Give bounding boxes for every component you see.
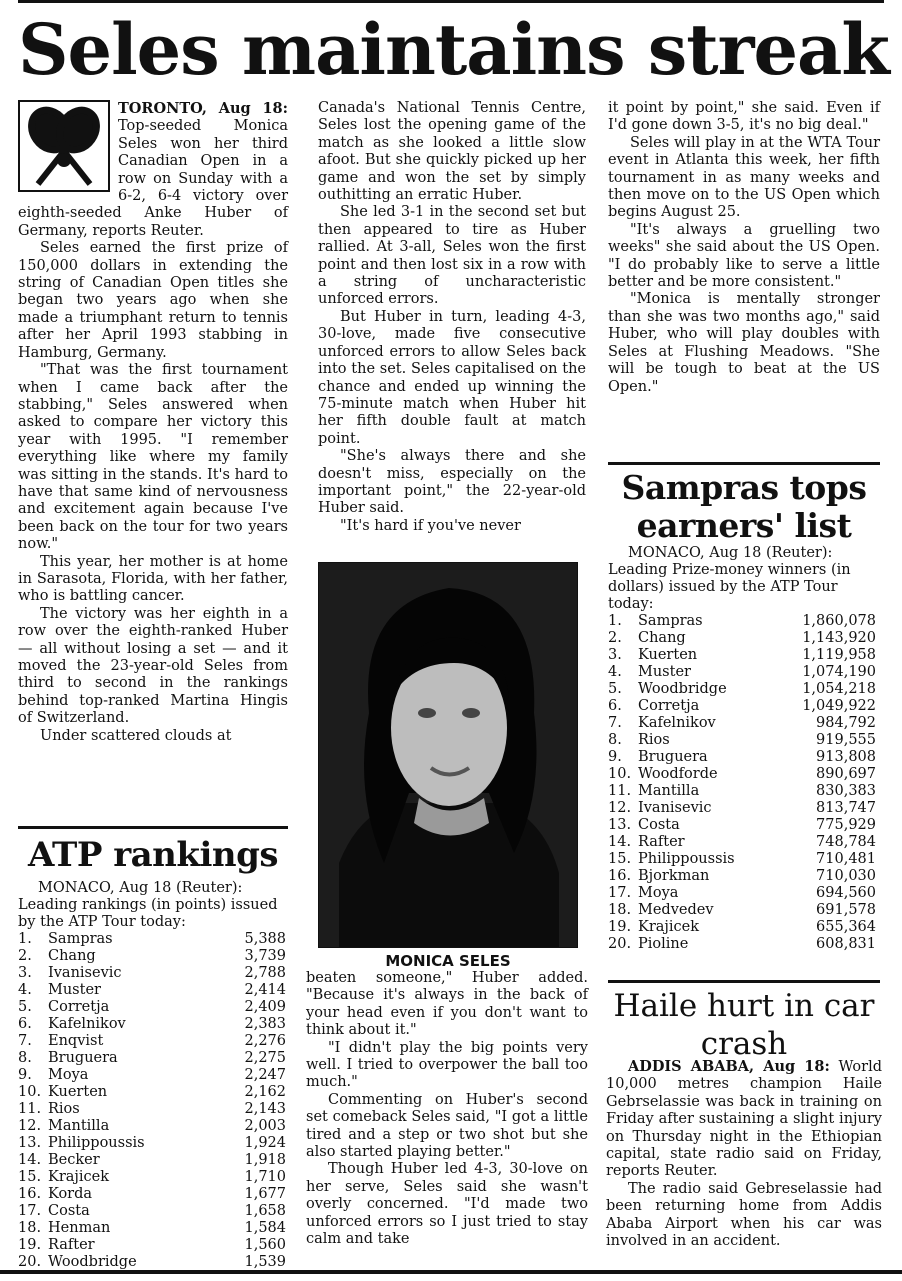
prize-money-row xyxy=(608,936,876,953)
row-value: 813,747 xyxy=(816,800,876,816)
main-story-column-2-continued xyxy=(306,970,588,1249)
atp-ranking-row xyxy=(18,1220,286,1237)
main-story-column-3 xyxy=(608,100,880,396)
atp-intro-dateline: MONACO, Aug 18 (Reuter): xyxy=(38,880,243,896)
haile-heading: Haile hurt in car crash xyxy=(608,980,880,1063)
row-rank: 15. xyxy=(608,851,632,867)
row-value: 775,929 xyxy=(816,817,876,833)
row-value: 2,788 xyxy=(244,965,286,981)
row-player-name: Moya xyxy=(48,1067,89,1083)
atp-ranking-row xyxy=(18,1186,286,1203)
photo-caption: MONICA SELES xyxy=(385,952,511,970)
prize-intro-dateline: MONACO, Aug 18 (Reuter): xyxy=(628,545,833,561)
prize-money-row xyxy=(608,800,876,817)
atp-ranking-row xyxy=(18,1050,286,1067)
row-value: 2,003 xyxy=(244,1118,286,1134)
row-value: 710,481 xyxy=(816,851,876,867)
row-value: 1,710 xyxy=(244,1169,286,1185)
row-rank: 16. xyxy=(608,868,632,884)
row-rank: 14. xyxy=(18,1152,42,1168)
haile-paragraph-1: World 10,000 metres champion Haile Gebrselassie was back in training on Friday after sustaining a slight injury on Thursday night in the Ethiopian capital, state radio said on Friday, reports Reuter. xyxy=(606,1059,882,1180)
row-rank: 12. xyxy=(18,1118,42,1134)
top-rule xyxy=(18,0,884,3)
atp-ranking-row xyxy=(18,1152,286,1169)
row-player-name: Muster xyxy=(48,982,101,998)
atp-ranking-row xyxy=(18,948,286,965)
main-paragraph: But Huber in turn, leading 4-3, 30-love, made five consecutive unforced errors to allow Seles back into the set. Seles capitalised on the chance and ended up winning the 75-minute match when Huber hit her fifth double fault at match point. xyxy=(318,308,586,447)
prize-money-row xyxy=(608,698,876,715)
row-value: 1,143,920 xyxy=(802,630,876,646)
prize-money-row xyxy=(608,834,876,851)
row-rank: 5. xyxy=(18,999,32,1015)
row-rank: 6. xyxy=(608,698,622,714)
row-value: 2,383 xyxy=(244,1016,286,1032)
row-player-name: Mantilla xyxy=(638,783,700,799)
row-value: 2,162 xyxy=(244,1084,286,1100)
atp-ranking-row xyxy=(18,1135,286,1152)
row-player-name: Sampras xyxy=(48,931,113,947)
row-player-name: Becker xyxy=(48,1152,100,1168)
main-lead: Top-seeded Monica Seles won her third Canadian Open in a row on Sunday with a 6-2, 6-4 victory over eighth-seeded Anke Huber of Germany, reports Reuter. xyxy=(18,118,288,239)
row-value: 2,247 xyxy=(244,1067,286,1083)
row-rank: 18. xyxy=(608,902,632,918)
prize-money-row xyxy=(608,885,876,902)
row-rank: 17. xyxy=(608,885,632,901)
main-story-column-2 xyxy=(318,100,586,535)
atp-rankings-heading: ATP rankings xyxy=(18,826,288,881)
row-rank: 10. xyxy=(608,766,632,782)
row-player-name: Woodbridge xyxy=(48,1254,137,1270)
main-paragraph: "It's hard if you've never xyxy=(340,517,521,534)
row-player-name: Krajicek xyxy=(638,919,700,935)
main-paragraph: Commenting on Huber's second set comeback Seles said, "I got a little tired and a step or two shot but she also started playing better." xyxy=(306,1091,588,1161)
atp-ranking-row xyxy=(18,1016,286,1033)
main-headline: Seles maintains streak xyxy=(18,8,889,91)
row-value: 1,074,190 xyxy=(802,664,876,680)
main-paragraph: The victory was her eighth in a row over the eighth-ranked Huber — all without losing a set — and it moved the 23-year-old Seles from third to second in the rankings behind top-ranked Martina Hingis of Switzerland. xyxy=(18,605,288,727)
row-rank: 15. xyxy=(18,1169,42,1185)
atp-ranking-row xyxy=(18,1169,286,1186)
prize-intro-text: Leading Prize-money winners (in dollars) issued by the ATP Tour today: xyxy=(608,562,851,612)
row-value: 710,030 xyxy=(816,868,876,884)
row-player-name: Kuerten xyxy=(48,1084,108,1100)
row-player-name: Rios xyxy=(48,1101,80,1117)
row-player-name: Rafter xyxy=(638,834,685,850)
atp-ranking-row xyxy=(18,1101,286,1118)
prize-money-row xyxy=(608,613,876,630)
row-player-name: Ivanisevic xyxy=(638,800,712,816)
main-paragraph: "It's always a gruelling two weeks" she said about the US Open. "I do probably like to serve a little better and be more consistent." xyxy=(608,221,880,291)
main-paragraph: She led 3-1 in the second set but then appeared to tire as Huber rallied. At 3-all, Seles won the first point and then lost six in a row with a string of uncharacteristic unforced errors. xyxy=(318,204,586,308)
row-value: 691,578 xyxy=(816,902,876,918)
prize-money-row xyxy=(608,902,876,919)
atp-ranking-row xyxy=(18,1084,286,1101)
row-value: 1,918 xyxy=(244,1152,286,1168)
row-player-name: Sampras xyxy=(638,613,703,629)
row-player-name: Bruguera xyxy=(638,749,708,765)
atp-ranking-row xyxy=(18,1237,286,1254)
prize-money-row xyxy=(608,868,876,885)
row-value: 830,383 xyxy=(816,783,876,799)
row-player-name: Mantilla xyxy=(48,1118,110,1134)
row-value: 2,276 xyxy=(244,1033,286,1049)
row-value: 3,739 xyxy=(244,948,286,964)
row-rank: 3. xyxy=(608,647,622,663)
row-player-name: Chang xyxy=(48,948,96,964)
prize-money-row xyxy=(608,647,876,664)
row-value: 5,388 xyxy=(244,931,286,947)
row-value: 655,364 xyxy=(816,919,876,935)
row-rank: 10. xyxy=(18,1084,42,1100)
prize-money-row xyxy=(608,817,876,834)
row-value: 1,584 xyxy=(244,1220,286,1236)
row-rank: 2. xyxy=(608,630,622,646)
row-player-name: Kuerten xyxy=(638,647,698,663)
row-rank: 12. xyxy=(608,800,632,816)
prize-money-row xyxy=(608,749,876,766)
row-rank: 19. xyxy=(608,919,632,935)
row-value: 1,677 xyxy=(244,1186,286,1202)
bottom-rule xyxy=(0,1270,902,1274)
row-value: 1,860,078 xyxy=(802,613,876,629)
row-value: 694,560 xyxy=(816,885,876,901)
row-value: 1,924 xyxy=(244,1135,286,1151)
row-rank: 13. xyxy=(18,1135,42,1151)
row-player-name: Philippoussis xyxy=(48,1135,145,1151)
atp-ranking-row xyxy=(18,1203,286,1220)
main-paragraph: it point by point," she said. Even if I'd gone down 3-5, it's no big deal." xyxy=(608,100,880,134)
row-player-name: Medvedev xyxy=(638,902,714,918)
row-player-name: Costa xyxy=(48,1203,90,1219)
row-value: 2,143 xyxy=(244,1101,286,1117)
row-value: 913,808 xyxy=(816,749,876,765)
main-paragraph: This year, her mother is at home in Sarasota, Florida, with her father, who is battling cancer. xyxy=(18,553,288,605)
row-rank: 4. xyxy=(18,982,32,998)
row-player-name: Bruguera xyxy=(48,1050,118,1066)
row-value: 608,831 xyxy=(816,936,876,952)
haile-paragraph-2: The radio said Gebreselassie had been returning home from Addis Ababa Airport when his car was involved in an accident. xyxy=(606,1180,882,1250)
row-rank: 11. xyxy=(608,783,632,799)
row-value: 984,792 xyxy=(816,715,876,731)
atp-ranking-row xyxy=(18,1067,286,1084)
row-rank: 2. xyxy=(18,948,32,964)
main-paragraph: Seles earned the first prize of 150,000 dollars in extending the string of Canadian Open titles she began two years ago when she made a triumphant return to tennis after her April 1993 stabbing in Hamburg, Germany. xyxy=(18,240,288,361)
haile-dateline: ADDIS ABABA, Aug 18: xyxy=(628,1058,830,1075)
main-paragraph: "I didn't play the big points very well. I tried to overpower the ball too much." xyxy=(306,1039,588,1091)
row-rank: 18. xyxy=(18,1220,42,1236)
main-paragraph: "She's always there and she doesn't miss, especially on the important point," the 22-year-old Huber said. xyxy=(318,448,586,517)
row-value: 2,409 xyxy=(244,999,286,1015)
prize-money-row xyxy=(608,630,876,647)
prize-money-row xyxy=(608,732,876,749)
row-player-name: Krajicek xyxy=(48,1169,110,1185)
row-value: 1,658 xyxy=(244,1203,286,1219)
main-paragraph: Seles will play in at the WTA Tour event in Atlanta this week, her fifth tournament in as many weeks and then move on to the US Open which begins August 25. xyxy=(608,134,880,221)
monica-seles-photo xyxy=(318,562,578,948)
row-value: 2,275 xyxy=(244,1050,286,1066)
main-dateline: TORONTO, Aug 18: xyxy=(118,100,288,117)
row-rank: 20. xyxy=(18,1254,42,1270)
prize-money-row xyxy=(608,715,876,732)
row-value: 1,560 xyxy=(244,1237,286,1253)
row-rank: 9. xyxy=(608,749,622,765)
row-player-name: Corretja xyxy=(638,698,700,714)
row-player-name: Woodbridge xyxy=(638,681,727,697)
prize-money-block xyxy=(608,545,876,953)
row-player-name: Enqvist xyxy=(48,1033,104,1049)
row-rank: 9. xyxy=(18,1067,32,1083)
row-rank: 14. xyxy=(608,834,632,850)
row-rank: 17. xyxy=(18,1203,42,1219)
atp-rankings-block xyxy=(18,880,286,1271)
row-rank: 7. xyxy=(608,715,622,731)
row-player-name: Ivanisevic xyxy=(48,965,122,981)
row-player-name: Costa xyxy=(638,817,680,833)
row-player-name: Kafelnikov xyxy=(48,1016,126,1032)
row-value: 1,119,958 xyxy=(802,647,876,663)
main-paragraph: Canada's National Tennis Centre, Seles lost the opening game of the match as she looked a little slow afoot. But she quickly picked up her game and won the set by simply outhitting an erratic Huber. xyxy=(318,100,586,204)
row-value: 919,555 xyxy=(816,732,876,748)
row-player-name: Kafelnikov xyxy=(638,715,716,731)
main-paragraph: "That was the first tournament when I came back after the stabbing," Seles answered when asked to compare her victory this year with 1995. "I remember everything like where my family was sitting in the stands. It's hard to have that same kind of nervousness and excitement again because I've been back on the tour for two years now." xyxy=(18,362,288,553)
row-rank: 4. xyxy=(608,664,622,680)
prize-money-row xyxy=(608,919,876,936)
atp-ranking-row xyxy=(18,982,286,999)
atp-ranking-row xyxy=(18,965,286,982)
prize-money-heading: Sampras tops earners' list xyxy=(608,462,880,545)
row-value: 1,539 xyxy=(244,1254,286,1270)
row-rank: 13. xyxy=(608,817,632,833)
atp-intro-text: Leading rankings (in points) issued by the ATP Tour today: xyxy=(18,897,278,930)
row-player-name: Chang xyxy=(638,630,686,646)
row-player-name: Rios xyxy=(638,732,670,748)
row-rank: 20. xyxy=(608,936,632,952)
row-rank: 3. xyxy=(18,965,32,981)
row-rank: 16. xyxy=(18,1186,42,1202)
row-rank: 1. xyxy=(18,931,32,947)
main-paragraph: Under scattered clouds at xyxy=(40,727,232,744)
row-player-name: Woodforde xyxy=(638,766,718,782)
atp-ranking-row xyxy=(18,931,286,948)
haile-story xyxy=(606,1058,882,1250)
prize-money-intro xyxy=(608,545,876,613)
row-value: 2,414 xyxy=(244,982,286,998)
row-rank: 5. xyxy=(608,681,622,697)
main-story-column-1 xyxy=(18,100,288,745)
row-player-name: Corretja xyxy=(48,999,110,1015)
row-player-name: Rafter xyxy=(48,1237,95,1253)
row-player-name: Philippoussis xyxy=(638,851,735,867)
prize-money-row xyxy=(608,681,876,698)
row-player-name: Korda xyxy=(48,1186,93,1202)
prize-money-table xyxy=(608,613,876,953)
row-player-name: Muster xyxy=(638,664,691,680)
row-player-name: Henman xyxy=(48,1220,111,1236)
row-value: 748,784 xyxy=(816,834,876,850)
row-rank: 19. xyxy=(18,1237,42,1253)
row-rank: 1. xyxy=(608,613,622,629)
prize-money-row xyxy=(608,664,876,681)
row-rank: 11. xyxy=(18,1101,42,1117)
main-paragraph: Though Huber led 4-3, 30-love on her serve, Seles said she wasn't overly concerned. "I'd made two unforced errors so I just tried to stay calm and take xyxy=(306,1161,588,1248)
main-paragraph: "Monica is mentally stronger than she was two months ago," said Huber, who will play doubles with Seles at Flushing Meadows. "She will be tough to beat at the US Open." xyxy=(608,291,880,395)
prize-money-row xyxy=(608,851,876,868)
atp-ranking-row xyxy=(18,1033,286,1050)
row-rank: 7. xyxy=(18,1033,32,1049)
atp-rankings-intro xyxy=(18,880,286,931)
row-value: 890,697 xyxy=(816,766,876,782)
main-paragraph: beaten someone," Huber added. "Because it's always in the back of your head even if you don't want to think about it." xyxy=(306,970,588,1039)
atp-rankings-table xyxy=(18,931,286,1271)
row-rank: 8. xyxy=(18,1050,32,1066)
tennis-rackets-icon xyxy=(18,100,110,192)
row-rank: 8. xyxy=(608,732,622,748)
row-rank: 6. xyxy=(18,1016,32,1032)
row-player-name: Pioline xyxy=(638,936,689,952)
atp-ranking-row xyxy=(18,1118,286,1135)
row-player-name: Bjorkman xyxy=(638,868,710,884)
atp-ranking-row xyxy=(18,1254,286,1271)
prize-money-row xyxy=(608,766,876,783)
row-value: 1,049,922 xyxy=(802,698,876,714)
row-value: 1,054,218 xyxy=(802,681,876,697)
prize-money-row xyxy=(608,783,876,800)
atp-ranking-row xyxy=(18,999,286,1016)
row-player-name: Moya xyxy=(638,885,679,901)
